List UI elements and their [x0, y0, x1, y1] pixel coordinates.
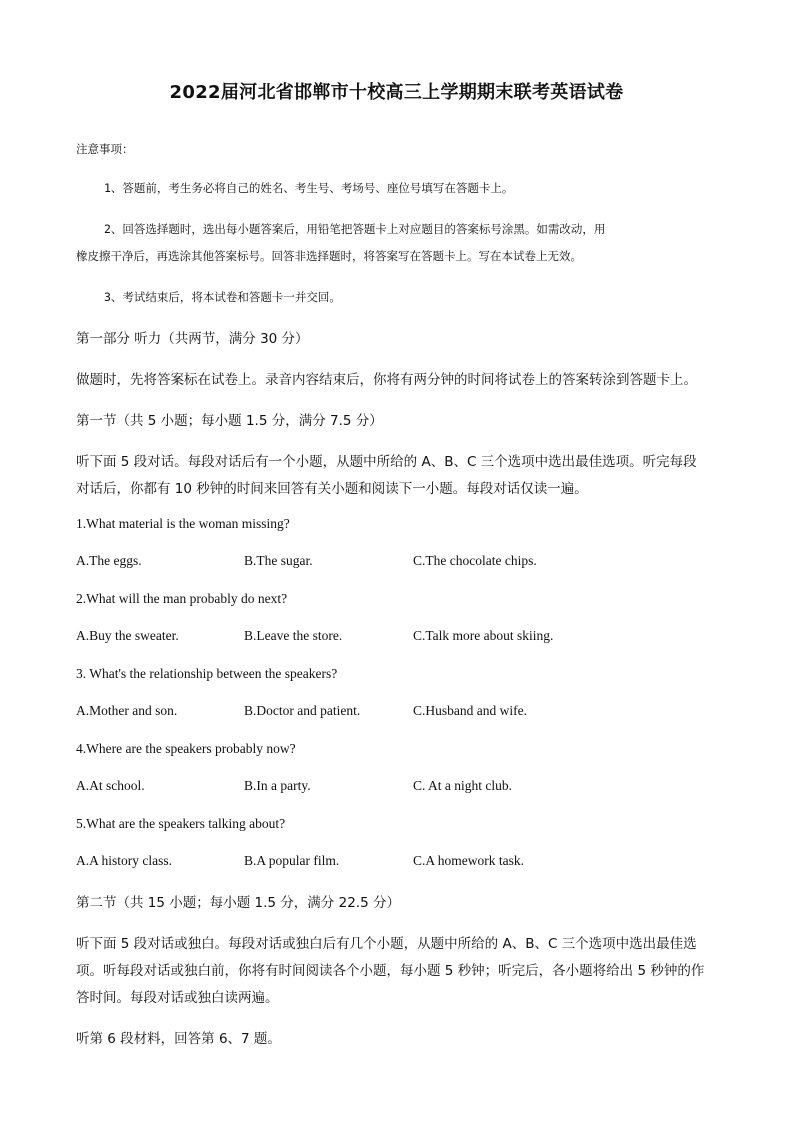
question-4-option-c: C. At a night club.: [413, 778, 512, 793]
section2-instruction-line-2: 项。听每段对话或独白前，你将有时间阅读各个小题，每小题 5 秒钟；听完后，各小题将给出 5 秒钟的作: [76, 963, 705, 979]
question-3-option-b: B.Doctor and patient.: [244, 703, 361, 718]
question-4-option-a: A.At school.: [76, 778, 145, 793]
part1-instruction: 做题时，先将答案标在试卷上。录音内容结束后，你将有两分钟的时间将试卷上的答案转涂到答题卡上。: [76, 372, 697, 388]
question-1-text: 1.What material is the woman missing?: [76, 516, 290, 531]
question-1-option-c: C.The chocolate chips.: [413, 553, 537, 568]
section1-instruction-line-2: 对话后，你都有 10 秒钟的时间来回答有关小题和阅读下一小题。每段对话仅读一遍。: [76, 481, 588, 497]
question-5-text: 5.What are the speakers talking about?: [76, 816, 286, 831]
question-2-option-c: C.Talk more about skiing.: [413, 628, 554, 643]
section1-heading: 第一节（共 5 小题；每小题 1.5 分，满分 7.5 分）: [76, 413, 383, 429]
section2-material-note: 听第 6 段材料，回答第 6、7 题。: [76, 1031, 281, 1047]
question-4-text: 4.Where are the speakers probably now?: [76, 741, 296, 756]
question-3-option-a: A.Mother and son.: [76, 703, 178, 718]
section2-instruction-line-1: 听下面 5 段对话或独白。每段对话或独白后有几个小题，从题中所给的 A、B、C 三个选项中选出最佳选: [76, 936, 697, 952]
question-1-option-a: A.The eggs.: [76, 553, 142, 568]
notice-item-2-line-1: 2、回答选择题时，选出每小题答案后，用铅笔把答题卡上对应题目的答案标号涂黑。如需改动，用: [104, 222, 606, 236]
section2-heading: 第二节（共 15 小题；每小题 1.5 分，满分 22.5 分）: [76, 895, 400, 911]
question-1-option-b: B.The sugar.: [244, 553, 313, 568]
notice-item-3: 3、考试结束后，将本试卷和答题卡一并交回。: [104, 290, 341, 304]
question-3-option-c: C.Husband and wife.: [413, 703, 527, 718]
question-2-option-a: A.Buy the sweater.: [76, 628, 179, 643]
page-title: 2022届河北省邯郸市十校高三上学期期末联考英语试卷: [169, 82, 624, 103]
notice-heading: 注意事项：: [76, 142, 134, 156]
question-5-option-a: A.A history class.: [76, 853, 172, 868]
question-3-text: 3. What's the relationship between the speakers?: [76, 666, 338, 681]
notice-item-1: 1、答题前，考生务必将自己的姓名、考生号、考场号、座位号填写在答题卡上。: [104, 181, 514, 195]
section1-instruction-line-1: 听下面 5 段对话。每段对话后有一个小题，从题中所给的 A、B、C 三个选项中选出最佳选项。听完每段: [76, 454, 697, 470]
question-2-option-b: B.Leave the store.: [244, 628, 343, 643]
question-2-text: 2.What will the man probably do next?: [76, 591, 288, 606]
question-5-option-c: C.A homework task.: [413, 853, 524, 868]
notice-item-2-line-2: 橡皮擦干净后，再选涂其他答案标号。回答非选择题时，将答案写在答题卡上。写在本试卷上无效。: [76, 249, 582, 263]
question-4-option-b: B.In a party.: [244, 778, 311, 793]
part1-heading: 第一部分 听力（共两节，满分 30 分）: [76, 331, 309, 347]
section2-instruction-line-3: 答时间。每段对话或独白读两遍。: [76, 990, 279, 1006]
question-5-option-b: B.A popular film.: [244, 853, 340, 868]
